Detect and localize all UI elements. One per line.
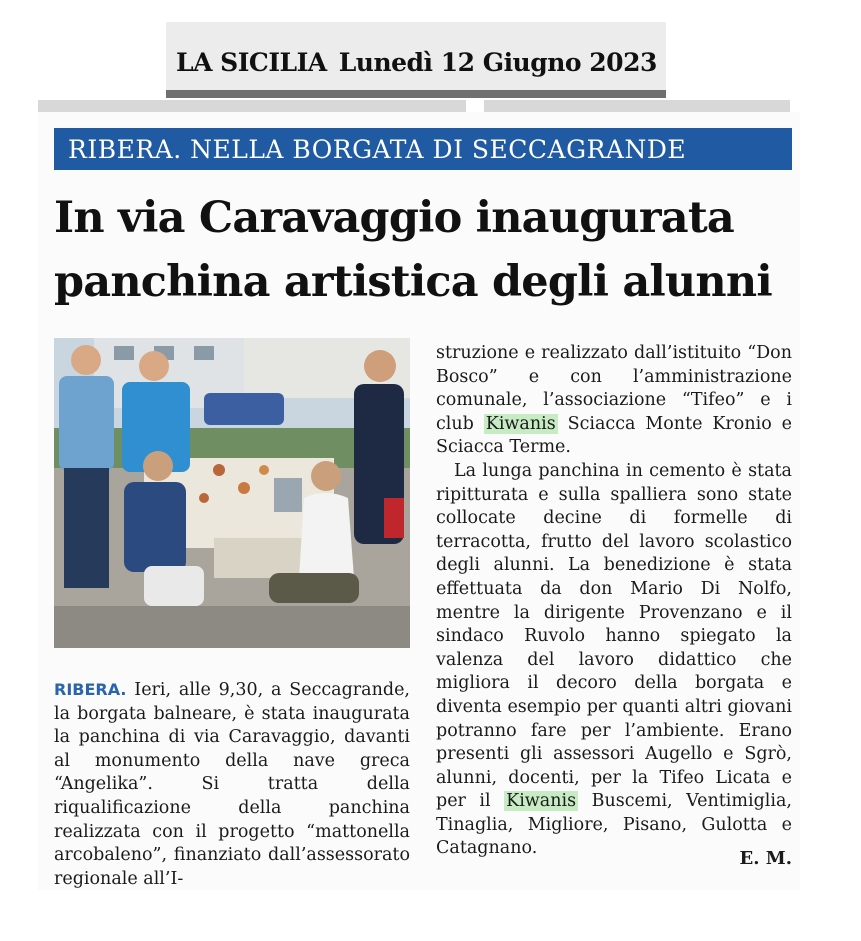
newspaper-name: LA SICILIA [176, 48, 327, 77]
paragraph-1-text-a: struzione e realizzato dall’istituito “Don Bosco” e con l’amministrazione comunale, l’associazione “Tifeo” e i club [436, 343, 792, 434]
masthead-rule [166, 90, 666, 98]
masthead [166, 22, 666, 98]
lead-paragraph [54, 678, 410, 891]
paragraph-2-text-b: Buscemi, Ventimiglia, Tinaglia, Migliore, Pisano, Gulotta e Catagnano. [436, 791, 792, 859]
highlight-kiwanis-2: Kiwanis [506, 791, 577, 812]
lead-label: RIBERA. [54, 680, 127, 699]
issue-date: Lunedì 12 Giugno 2023 [338, 48, 657, 77]
photo-illustration [54, 338, 410, 648]
headline-line-1: In via Caravaggio inaugurata [54, 193, 734, 243]
highlight-kiwanis-1: Kiwanis [485, 413, 556, 434]
lead-text: Ieri, alle 9,30, a Seccagrande, la borgata balneare, è stata inaugurata la panchina di via Caravaggio, davanti al monumento della nave greca “Angelika”. Si tratta della riqualificazione della panchina realizzata con il progetto “mattonella arcobaleno”, finanziato dall’assessorato regionale all’I- [54, 680, 410, 889]
paragraph-2 [436, 460, 792, 861]
author-signature: E. M. [739, 848, 792, 869]
kicker-bar [54, 128, 792, 170]
article-photo [54, 338, 410, 648]
paragraph-2-text-a: La lunga panchina in cemento è stata ripitturata e sulla spalliera sono state collocate decine di formelle di terracotta, frutto del lavoro scolastico degli alunni. La benedizione è stata effettuata da don Mario Di Nolfo, mentre la dirigente Provenzano e il sindaco Ruvolo hanno spiegato la valenza del lavoro didattico che migliora il decoro della borgata e diventa esempio per quanti altri giovani potranno fare per l’ambiente. Erano presenti gli assessori Augello e Sgrò, alunni, docenti, per la Tifeo Licata e per il [436, 460, 792, 812]
masthead-title [176, 48, 657, 77]
headline [54, 186, 794, 314]
paragraph-1 [436, 342, 792, 460]
article-clipping [38, 112, 800, 890]
headline-line-2: panchina artistica degli alunni [54, 257, 772, 307]
column-left [54, 678, 410, 891]
column-right [436, 342, 792, 861]
kicker-text: RIBERA. NELLA BORGATA DI SECCAGRANDE [68, 135, 687, 164]
paragraph-1-text-b: Sciacca Monte Kronio e Sciacca Terme. [436, 413, 792, 458]
